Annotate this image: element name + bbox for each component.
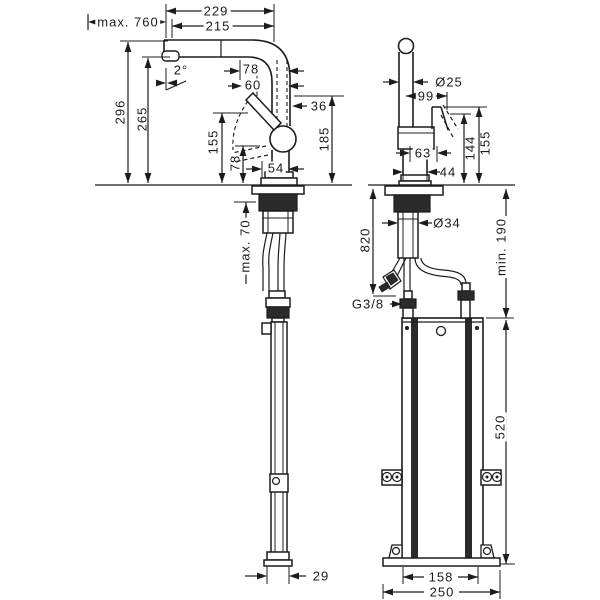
dim-label-angle-2: 2° bbox=[173, 62, 189, 78]
dim-label-215: 215 bbox=[205, 18, 231, 34]
dim-label-265: 265 bbox=[134, 106, 150, 132]
dim-label-dia-25: Ø25 bbox=[435, 74, 463, 90]
dim-label-78-top: 78 bbox=[242, 61, 260, 77]
dim-label-144: 144 bbox=[462, 135, 478, 161]
dim-label-54: 54 bbox=[267, 160, 285, 176]
dim-label-max-70: max. 70 bbox=[237, 219, 253, 273]
dim-label-155-left: 155 bbox=[205, 129, 221, 155]
dim-label-g38: G3/8 bbox=[351, 296, 385, 312]
dim-label-44: 44 bbox=[439, 164, 457, 180]
dim-label-60: 60 bbox=[244, 77, 262, 93]
dim-label-185: 185 bbox=[316, 126, 332, 152]
dim-label-99: 99 bbox=[417, 88, 435, 104]
dim-label-min-190: min. 190 bbox=[493, 218, 509, 276]
dim-label-158: 158 bbox=[428, 569, 454, 585]
dim-label-29: 29 bbox=[312, 568, 330, 584]
dim-label-520: 520 bbox=[492, 414, 508, 440]
dim-label-229: 229 bbox=[203, 3, 229, 19]
dim-label-dia-34: Ø34 bbox=[433, 215, 461, 231]
dim-label-820: 820 bbox=[357, 227, 373, 253]
dim-label-296: 296 bbox=[112, 99, 128, 125]
dim-label-63: 63 bbox=[414, 145, 432, 161]
dim-label-155-right: 155 bbox=[477, 130, 493, 156]
dim-label-250: 250 bbox=[429, 584, 455, 600]
dim-label-36: 36 bbox=[310, 98, 328, 114]
dim-label-max-760: max. 760 bbox=[97, 14, 159, 30]
dim-label-78-left: 78 bbox=[227, 154, 243, 172]
